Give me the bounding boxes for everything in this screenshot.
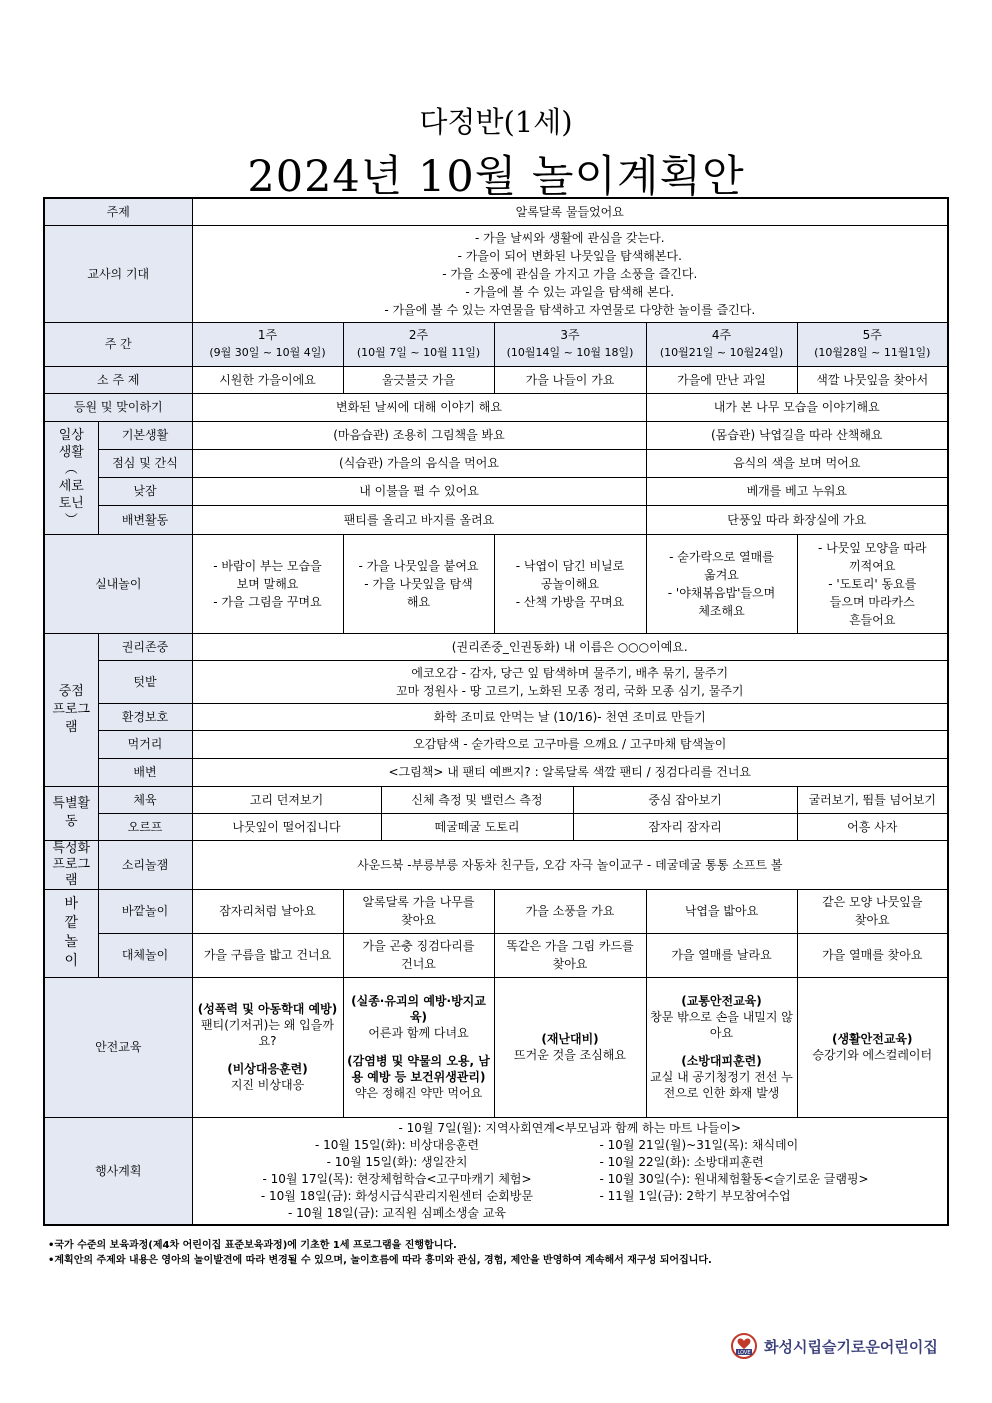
event-item: - 10월 15일(화): 비상대응훈련 <box>314 1137 480 1152</box>
daily-label: 점심 및 간식 <box>98 449 192 477</box>
indoor-label: 실내놀이 <box>44 534 192 633</box>
events-label: 행사계획 <box>44 1117 192 1225</box>
daily-a: (식습관) 가을의 음식을 먹어요 <box>192 449 646 477</box>
special-cell: 중심 잡아보기 <box>573 786 797 813</box>
outdoor-cell: 알록달록 가을 나무를 찾아요 <box>343 889 494 933</box>
expectation-line: - 가을 소풍에 관심을 가지고 가을 소풍을 즐긴다. <box>442 266 698 281</box>
focus-row <box>44 758 948 786</box>
class-name: 다정반(1세) <box>419 105 573 139</box>
plan-table <box>43 197 949 1226</box>
event-item: - 10월 7일(월): 지역사회연계<부모님과 함께 하는 마트 나들이> <box>398 1120 741 1135</box>
subtopic-label: 소 주 제 <box>44 366 192 393</box>
event-item: - 10월 30일(수): 원내체험활동<슬기로운 글램핑> <box>599 1171 869 1186</box>
special-cell: 떼굴떼굴 도토리 <box>381 813 573 840</box>
daily-label: 배변활동 <box>98 505 192 534</box>
expectation-row <box>44 225 948 322</box>
safety-desc: 교실 내 공기청정기 전선 누전으로 인한 화재 발생 <box>650 1070 793 1100</box>
outdoor-row <box>44 889 948 933</box>
specialized-label: 소리놀잼 <box>98 840 192 889</box>
week-4 <box>646 322 797 366</box>
special-row <box>44 786 948 813</box>
indoor-cell: - 나뭇잎 모양을 따라 끼적여요 - '도토리' 동요를 들으며 마라카스 흔들어요 <box>797 534 948 633</box>
specialized-group-label: 특성화 프로그램 <box>44 840 98 889</box>
special-row <box>44 813 948 840</box>
week-range: (10월14일 ~ 10월 18일) <box>506 346 634 359</box>
special-cell: 고리 던져보기 <box>192 786 381 813</box>
week-1 <box>192 322 343 366</box>
outdoor-cell: 같은 모양 나뭇잎을 찾아요 <box>797 889 948 933</box>
events-row <box>44 1117 948 1225</box>
focus-row <box>44 703 948 730</box>
alternative-cell: 가을 열매를 찾아요 <box>797 933 948 977</box>
focus-value: (권리존중_인권동화) 내 이름은 ○○○이예요. <box>192 633 948 660</box>
subtopic-cell: 색깔 나뭇잎을 찾아서 <box>797 366 948 393</box>
daily-b: 음식의 색을 보며 먹어요 <box>646 449 948 477</box>
daily-row <box>44 421 948 449</box>
daily-b: (몸습관) 낙엽길을 따라 산책해요 <box>646 421 948 449</box>
indoor-row <box>44 534 948 633</box>
special-cell: 어흥 사자 <box>797 813 948 840</box>
outdoor-cell: 낙엽을 밟아요 <box>646 889 797 933</box>
expectation-line: - 가을 날씨와 생활에 관심을 갖는다. <box>475 230 665 245</box>
focus-row <box>44 633 948 660</box>
emblem-icon <box>730 1332 758 1360</box>
safety-title: (감염병 및 약물의 오용, 남용 예방 등 보건위생관리) <box>347 1054 490 1084</box>
footnote: •국가 수준의 보육과정(제4차 어린이집 표준보육과정)에 기초한 1세 프로그램을 진행합니다. <box>48 1240 457 1251</box>
events-list <box>192 1117 948 1225</box>
subtopic-cell: 시원한 가을이에요 <box>192 366 343 393</box>
footnote: •계획안의 주제와 내용은 영아의 놀이발견에 따라 변경될 수 있으며, 놀이흐름에 따라 흥미와 관심, 경험, 제안을 반영하여 계속해서 재구성 되어집니다. <box>48 1255 712 1266</box>
safety-title: (실종·유괴의 예방·방지교육) <box>351 994 486 1024</box>
special-label: 오르프 <box>98 813 192 840</box>
daily-a: 내 이불을 펼 수 있어요 <box>192 477 646 505</box>
focus-label: 먹거리 <box>98 730 192 758</box>
theme-label: 주제 <box>44 198 192 225</box>
focus-group-label: 중점 프로그램 <box>44 633 98 786</box>
theme-value: 알록달록 물들었어요 <box>192 198 948 225</box>
outdoor-cell: 잠자리처럼 날아요 <box>192 889 343 933</box>
safety-desc: 약은 정해진 약만 먹어요 <box>354 1086 483 1100</box>
expectation-label: 교사의 기대 <box>44 225 192 322</box>
safety-cell <box>494 977 646 1117</box>
safety-title: (재난대비) <box>541 1032 599 1046</box>
focus-label: 권리존중 <box>98 633 192 660</box>
alternative-cell: 가을 열매를 날라요 <box>646 933 797 977</box>
event-item: - 10월 18일(금): 화성시급식관리지원센터 순회방문 <box>260 1188 534 1203</box>
subtopic-row <box>44 366 948 393</box>
daily-a: (마음습관) 조용히 그림책을 봐요 <box>192 421 646 449</box>
alternative-cell: 똑같은 가을 그림 카드를 찾아요 <box>494 933 646 977</box>
week-5 <box>797 322 948 366</box>
logo-text: 화성시립슬기로운어린이집 <box>764 1337 938 1356</box>
weeks-label: 주 간 <box>44 322 192 366</box>
alternative-cell: 가을 구름을 밟고 건너요 <box>192 933 343 977</box>
week-range: (10월28일 ~ 11월1일) <box>814 346 931 359</box>
subtopic-cell: 가을 나들이 가요 <box>494 366 646 393</box>
safety-cell <box>646 977 797 1117</box>
specialized-row <box>44 840 948 889</box>
safety-desc: 지진 비상대응 <box>230 1078 305 1092</box>
theme-row <box>44 198 948 225</box>
specialized-value: 사운드북 -부릉부릉 자동차 친구들, 오감 자극 놀이교구 - 데굴데굴 통통 소프트 볼 <box>192 840 948 889</box>
week-2 <box>343 322 494 366</box>
daily-b: 베개를 베고 누워요 <box>646 477 948 505</box>
indoor-cell: - 숟가락으로 열매를 옮겨요 - '야채볶음밥'들으며 체조해요 <box>646 534 797 633</box>
arrival-label: 등원 및 맞이하기 <box>44 393 192 421</box>
event-item: - 11월 1일(금): 2학기 부모참여수업 <box>599 1188 791 1203</box>
alternative-row <box>44 933 948 977</box>
page-title: 2024년 10월 놀이계획안 <box>247 152 745 202</box>
safety-desc: 승강기와 에스컬레이터 <box>812 1048 933 1062</box>
subtopic-cell: 가을에 만난 과일 <box>646 366 797 393</box>
footnotes <box>48 1238 712 1268</box>
focus-row <box>44 730 948 758</box>
event-item: - 10월 21일(월)~31일(목): 채식데이 <box>599 1137 799 1152</box>
daily-a: 팬티를 올리고 바지를 올려요 <box>192 505 646 534</box>
indoor-cell: - 바람이 부는 모습을 보며 말해요 - 가을 그림을 꾸며요 <box>192 534 343 633</box>
special-group-label: 특별활동 <box>44 786 98 840</box>
safety-cell <box>797 977 948 1117</box>
focus-value: 오감탐색 - 숟가락으로 고구마를 으깨요 / 고구마채 탐색놀이 <box>192 730 948 758</box>
focus-row <box>44 660 948 703</box>
special-label: 체육 <box>98 786 192 813</box>
safety-row <box>44 977 948 1117</box>
week-range: (9월 30일 ~ 10월 4일) <box>209 346 326 359</box>
safety-title: (성폭력 및 아동학대 예방) <box>197 1002 338 1016</box>
daily-label: 낮잠 <box>98 477 192 505</box>
logo <box>730 1331 938 1361</box>
weeks-row <box>44 322 948 366</box>
safety-desc: 어른과 함께 다녀요 <box>368 1026 469 1040</box>
event-item: - 10월 15일(화): 생일잔치 <box>326 1154 468 1169</box>
safety-cell <box>343 977 494 1117</box>
special-cell: 신체 측정 및 밸런스 측정 <box>381 786 573 813</box>
week-name: 5주 <box>862 328 882 342</box>
emblem-text: LOVE <box>737 1350 751 1356</box>
subtopic-cell: 울긋불긋 가을 <box>343 366 494 393</box>
special-cell: 굴러보기, 뜀틀 넘어보기 <box>797 786 948 813</box>
daily-label: 기본생활 <box>98 421 192 449</box>
safety-title: (소방대피훈련) <box>681 1054 762 1068</box>
focus-label: 텃밭 <box>98 660 192 703</box>
week-name: 3주 <box>560 328 580 342</box>
event-item: - 10월 18일(금): 교직원 심폐소생술 교육 <box>287 1205 507 1220</box>
safety-desc: 뜨거운 것을 조심해요 <box>514 1048 626 1062</box>
alternative-label: 대체놀이 <box>98 933 192 977</box>
week-name: 2주 <box>408 328 429 342</box>
safety-title: (교통안전교육) <box>681 994 762 1008</box>
week-3 <box>494 322 646 366</box>
indoor-cell: - 낙엽이 담긴 비닐로 공놀이해요 - 산책 가방을 꾸며요 <box>494 534 646 633</box>
expectation-list <box>192 225 948 322</box>
focus-label: 환경보호 <box>98 703 192 730</box>
special-cell: 잠자리 잠자리 <box>573 813 797 840</box>
arrival-a: 변화된 날씨에 대해 이야기 해요 <box>192 393 646 421</box>
outdoor-label: 바깥놀이 <box>98 889 192 933</box>
outdoor-group-label: 바 깥 놀 이 <box>44 889 98 977</box>
expectation-line: - 가을에 볼 수 있는 자연물을 탐색하고 자연물로 다양한 놀이를 즐긴다. <box>384 302 756 317</box>
safety-desc: 팬티(기저귀)는 왜 입을까요? <box>201 1018 334 1048</box>
focus-value: 에코오감 - 감자, 당근 잎 탐색하며 물주기, 배추 묶기, 물주기 꼬마 정원사 - 땅 고르기, 노화된 모종 정리, 국화 모종 심기, 물주기 <box>192 660 948 703</box>
arrival-b: 내가 본 나무 모습을 이야기해요 <box>646 393 948 421</box>
alternative-cell: 가을 곤충 징검다리를 건너요 <box>343 933 494 977</box>
expectation-line: - 가을이 되어 변화된 나뭇잎을 탐색해본다. <box>457 248 682 263</box>
daily-row <box>44 449 948 477</box>
event-item: - 10월 17일(목): 현장체험학습<고구마캐기 체험> <box>262 1171 532 1186</box>
week-name: 4주 <box>711 328 732 342</box>
week-name: 1주 <box>257 328 278 342</box>
week-range: (10월21일 ~ 10월24일) <box>659 346 784 359</box>
safety-desc: 창문 밖으로 손을 내밀지 않아요 <box>650 1010 793 1040</box>
daily-b: 단풍잎 따라 화장실에 가요 <box>646 505 948 534</box>
focus-value: 화학 조미료 안먹는 날 (10/16)- 천연 조미료 만들기 <box>192 703 948 730</box>
focus-label: 배변 <box>98 758 192 786</box>
arrival-row <box>44 393 948 421</box>
daily-row <box>44 477 948 505</box>
safety-cell <box>192 977 343 1117</box>
safety-label: 안전교육 <box>44 977 192 1117</box>
safety-title: (생활안전교육) <box>831 1032 913 1046</box>
focus-value: <그림책> 내 팬티 예쁘지? : 알록달록 색깔 팬티 / 징검다리를 건너요 <box>192 758 948 786</box>
daily-row <box>44 505 948 534</box>
outdoor-cell: 가을 소풍을 가요 <box>494 889 646 933</box>
safety-title: (비상대응훈련) <box>227 1062 308 1076</box>
event-item: - 10월 22일(화): 소방대피훈련 <box>599 1154 764 1169</box>
week-range: (10월 7일 ~ 10월 11일) <box>356 346 481 359</box>
special-cell: 나뭇잎이 떨어집니다 <box>192 813 381 840</box>
expectation-line: - 가을에 볼 수 있는 과일을 탐색해 본다. <box>465 284 675 299</box>
indoor-cell: - 가을 나뭇잎을 붙여요 - 가을 나뭇잎을 탐색 해요 <box>343 534 494 633</box>
daily-group-label: 일상 생활 ︵ 세로 토닌 ︶ <box>44 421 98 534</box>
